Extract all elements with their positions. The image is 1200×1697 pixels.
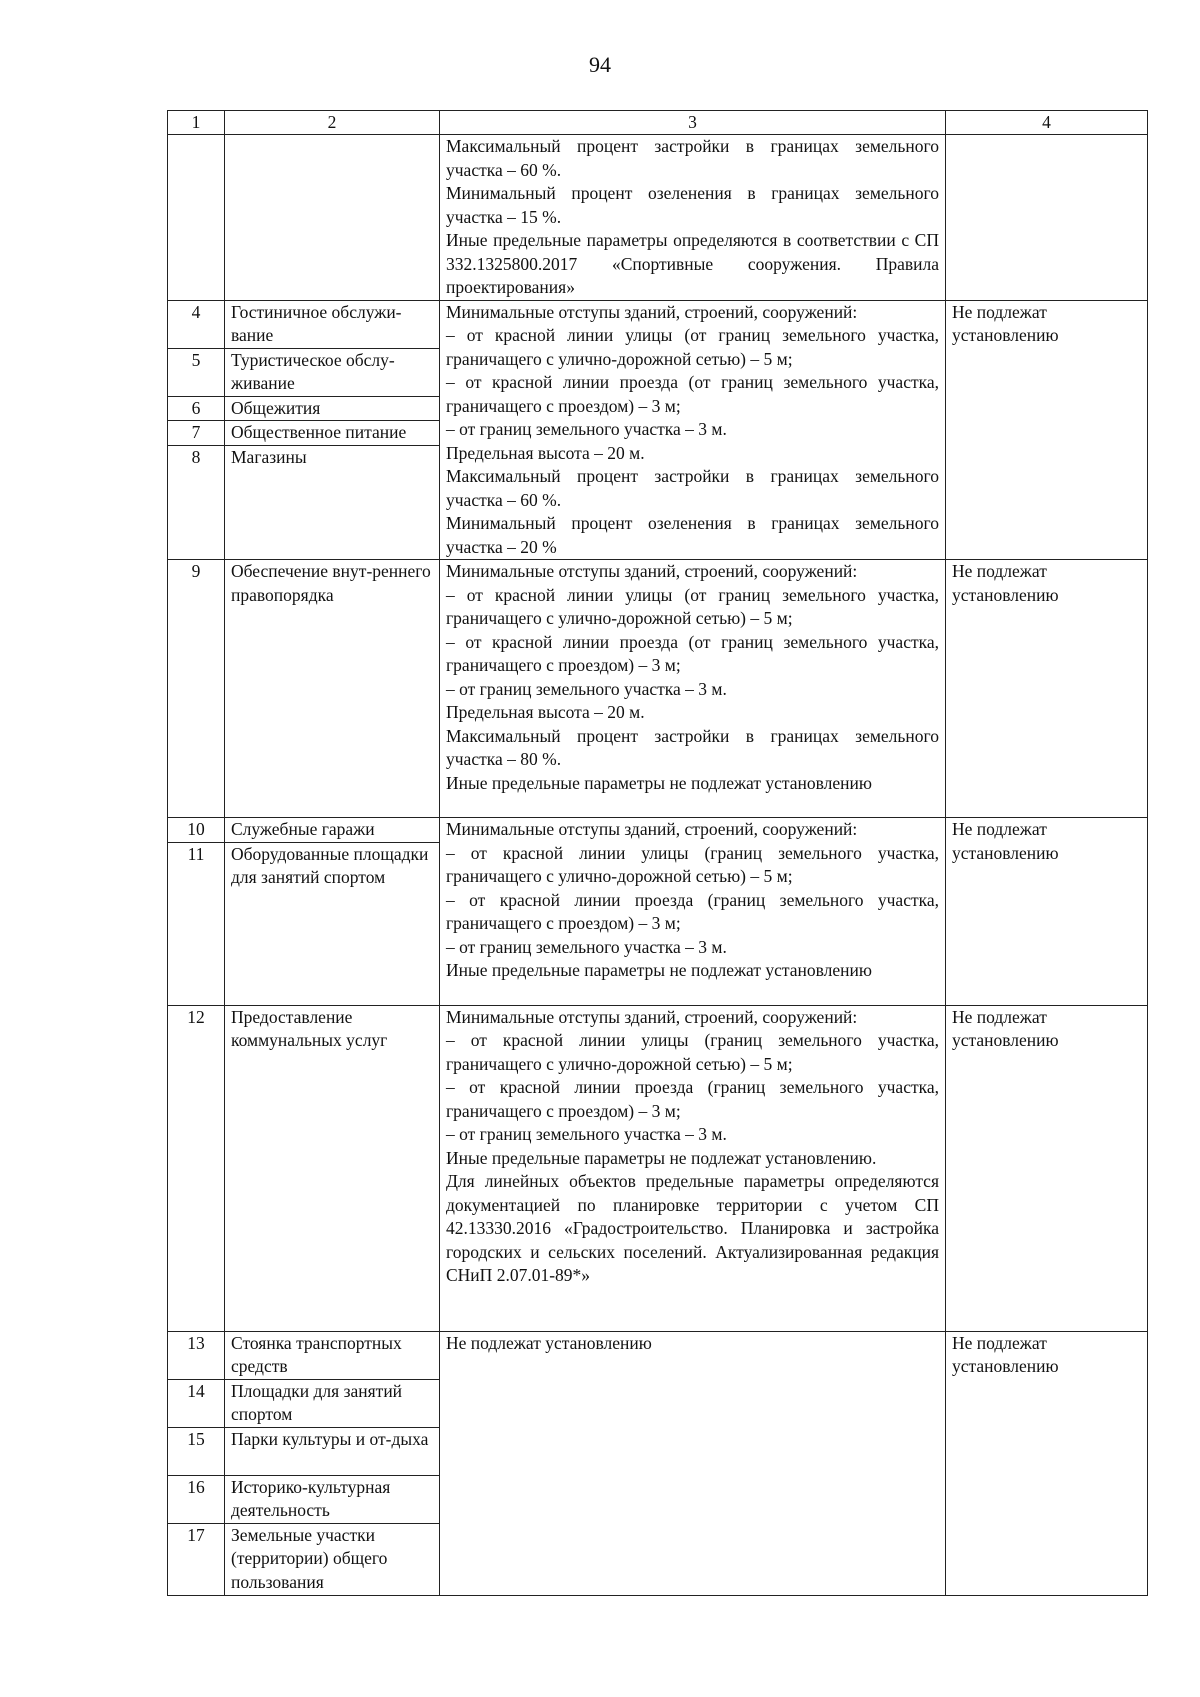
param-line: Максимальный процент застройки в границах земельного участка – 60 %. bbox=[446, 466, 939, 510]
row-name: Предоставление коммунальных услуг bbox=[225, 1005, 440, 1331]
page-number: 94 bbox=[589, 52, 611, 77]
table-row bbox=[168, 818, 1148, 843]
params-cell bbox=[440, 560, 946, 818]
table-row bbox=[168, 560, 1148, 818]
row-number: 15 bbox=[168, 1427, 225, 1475]
notes-cell: Не подлежат установлению bbox=[946, 560, 1148, 818]
row-number: 14 bbox=[168, 1379, 225, 1427]
param-line: – от красной линии улицы (границ земельного участка, граничащего с улично-дорожной сетью) – 5 м; bbox=[446, 842, 939, 886]
row-number: 5 bbox=[168, 348, 225, 396]
param-line: Минимальные отступы зданий, строений, сооружений: bbox=[446, 819, 858, 839]
header-col-1: 1 bbox=[168, 111, 225, 135]
param-line: – от красной линии улицы (от границ земельного участка, граничащего с улично-дорожной сетью) – 5 м; bbox=[446, 584, 939, 628]
row-name: Общежития bbox=[225, 396, 440, 421]
row-number: 7 bbox=[168, 421, 225, 446]
row-number: 4 bbox=[168, 300, 225, 348]
param-line: Иные предельные параметры не подлежат установлению bbox=[446, 960, 872, 980]
param-line: Минимальные отступы зданий, строений, сооружений: bbox=[446, 301, 858, 322]
params-cell bbox=[440, 135, 946, 301]
notes-cell: Не подлежат установлению bbox=[946, 1005, 1148, 1331]
notes-cell: Не подлежат установлению bbox=[946, 1331, 1148, 1595]
params-cell bbox=[440, 300, 946, 560]
params-cell bbox=[440, 1005, 946, 1331]
row-number: 8 bbox=[168, 445, 225, 559]
notes-cell: Не подлежат установлению bbox=[946, 300, 1148, 560]
row-name: Магазины bbox=[225, 445, 440, 559]
param-line: Предельная высота – 20 м. bbox=[446, 702, 645, 722]
row-name: Земельные участки (территории) общего пользования bbox=[225, 1523, 440, 1595]
row-name-cell bbox=[225, 135, 440, 301]
row-number: 10 bbox=[168, 818, 225, 843]
params-cell bbox=[440, 1331, 946, 1595]
param-line: – от границ земельного участка – 3 м. bbox=[446, 419, 727, 439]
param-line: Максимальный процент застройки в границах земельного участка – 80 %. bbox=[446, 725, 939, 769]
param-line: – от границ земельного участка – 3 м. bbox=[446, 936, 727, 957]
param-line: – от красной линии проезда (границ земельного участка, граничащего с проездом) – 3 м; bbox=[446, 1077, 939, 1121]
header-col-3: 3 bbox=[440, 111, 946, 135]
row-number: 12 bbox=[168, 1005, 225, 1331]
regulations-table bbox=[167, 110, 1148, 1596]
param-line: – от границ земельного участка – 3 м. bbox=[446, 678, 727, 699]
param-line: – от границ земельного участка – 3 м. bbox=[446, 1124, 727, 1144]
table-row bbox=[168, 300, 1148, 348]
param-line: Иные предельные параметры не подлежат установлению bbox=[446, 772, 872, 793]
param-line: Минимальные отступы зданий, строений, сооружений: bbox=[446, 1006, 858, 1027]
param-line: Иные предельные параметры определяются в соответствии с СП 332.1325800.2017 «Спортивные сооружения. Правила проектирования» bbox=[446, 230, 939, 297]
row-name: Общественное питание bbox=[225, 421, 440, 446]
param-line: Для линейных объектов предельные параметры определяются документацией по планировке территории с учетом СП 42.13330.2016 «Градостроительство. Планировка и застройка городских и сельских поселений. Актуализированная редакция СНиП 2.07.01-89*» bbox=[446, 1171, 939, 1285]
param-line: Минимальные отступы зданий, строений, сооружений: bbox=[446, 561, 858, 581]
header-row bbox=[168, 111, 1148, 135]
row-name: Служебные гаражи bbox=[225, 818, 440, 843]
row-number: 16 bbox=[168, 1475, 225, 1523]
table-row bbox=[168, 1331, 1148, 1379]
row-number: 9 bbox=[168, 560, 225, 818]
notes-cell bbox=[946, 135, 1148, 301]
notes-cell: Не подлежат установлению bbox=[946, 818, 1148, 1006]
row-name: Стоянка транспортных средств bbox=[225, 1331, 440, 1379]
row-number: 17 bbox=[168, 1523, 225, 1595]
param-line: Минимальный процент озеленения в границах земельного участка – 20 % bbox=[446, 513, 939, 557]
param-line: – от красной линии проезда (от границ земельного участка, граничащего с проездом) – 3 м; bbox=[446, 372, 939, 416]
header-col-2: 2 bbox=[225, 111, 440, 135]
param-line: Максимальный процент застройки в границах земельного участка – 60 %. bbox=[446, 136, 939, 180]
row-name: Гостиничное обслужи-вание bbox=[225, 300, 440, 348]
param-line: Предельная высота – 20 м. bbox=[446, 442, 645, 463]
row-name: Историко-культурная деятельность bbox=[225, 1475, 440, 1523]
param-line: Минимальный процент озеленения в границах земельного участка – 15 %. bbox=[446, 183, 939, 227]
header-col-4: 4 bbox=[946, 111, 1148, 135]
params-cell bbox=[440, 818, 946, 1006]
param-line: – от красной линии проезда (границ земельного участка, граничащего с проездом) – 3 м; bbox=[446, 889, 939, 933]
param-line: – от красной линии улицы (от границ земельного участка, граничащего с улично-дорожной сетью) – 5 м; bbox=[446, 325, 939, 369]
table-row bbox=[168, 1005, 1148, 1331]
param-line: – от красной линии проезда (от границ земельного участка, граничащего с проездом) – 3 м; bbox=[446, 631, 939, 675]
row-number: 6 bbox=[168, 396, 225, 421]
param-line: – от красной линии улицы (границ земельного участка, граничащего с улично-дорожной сетью) – 5 м; bbox=[446, 1030, 939, 1074]
row-name: Обеспечение внут-реннего правопорядка bbox=[225, 560, 440, 818]
table-row bbox=[168, 135, 1148, 301]
row-name: Парки культуры и от-дыха bbox=[225, 1427, 440, 1475]
param-line: Иные предельные параметры не подлежат установлению. bbox=[446, 1147, 877, 1168]
param-line: Не подлежат установлению bbox=[446, 1332, 652, 1353]
row-number-cell bbox=[168, 135, 225, 301]
row-name: Площадки для занятий спортом bbox=[225, 1379, 440, 1427]
row-name: Туристическое обслу-живание bbox=[225, 348, 440, 396]
row-name: Оборудованные площадки для занятий спортом bbox=[225, 842, 440, 1005]
row-number: 13 bbox=[168, 1331, 225, 1379]
row-number: 11 bbox=[168, 842, 225, 1005]
